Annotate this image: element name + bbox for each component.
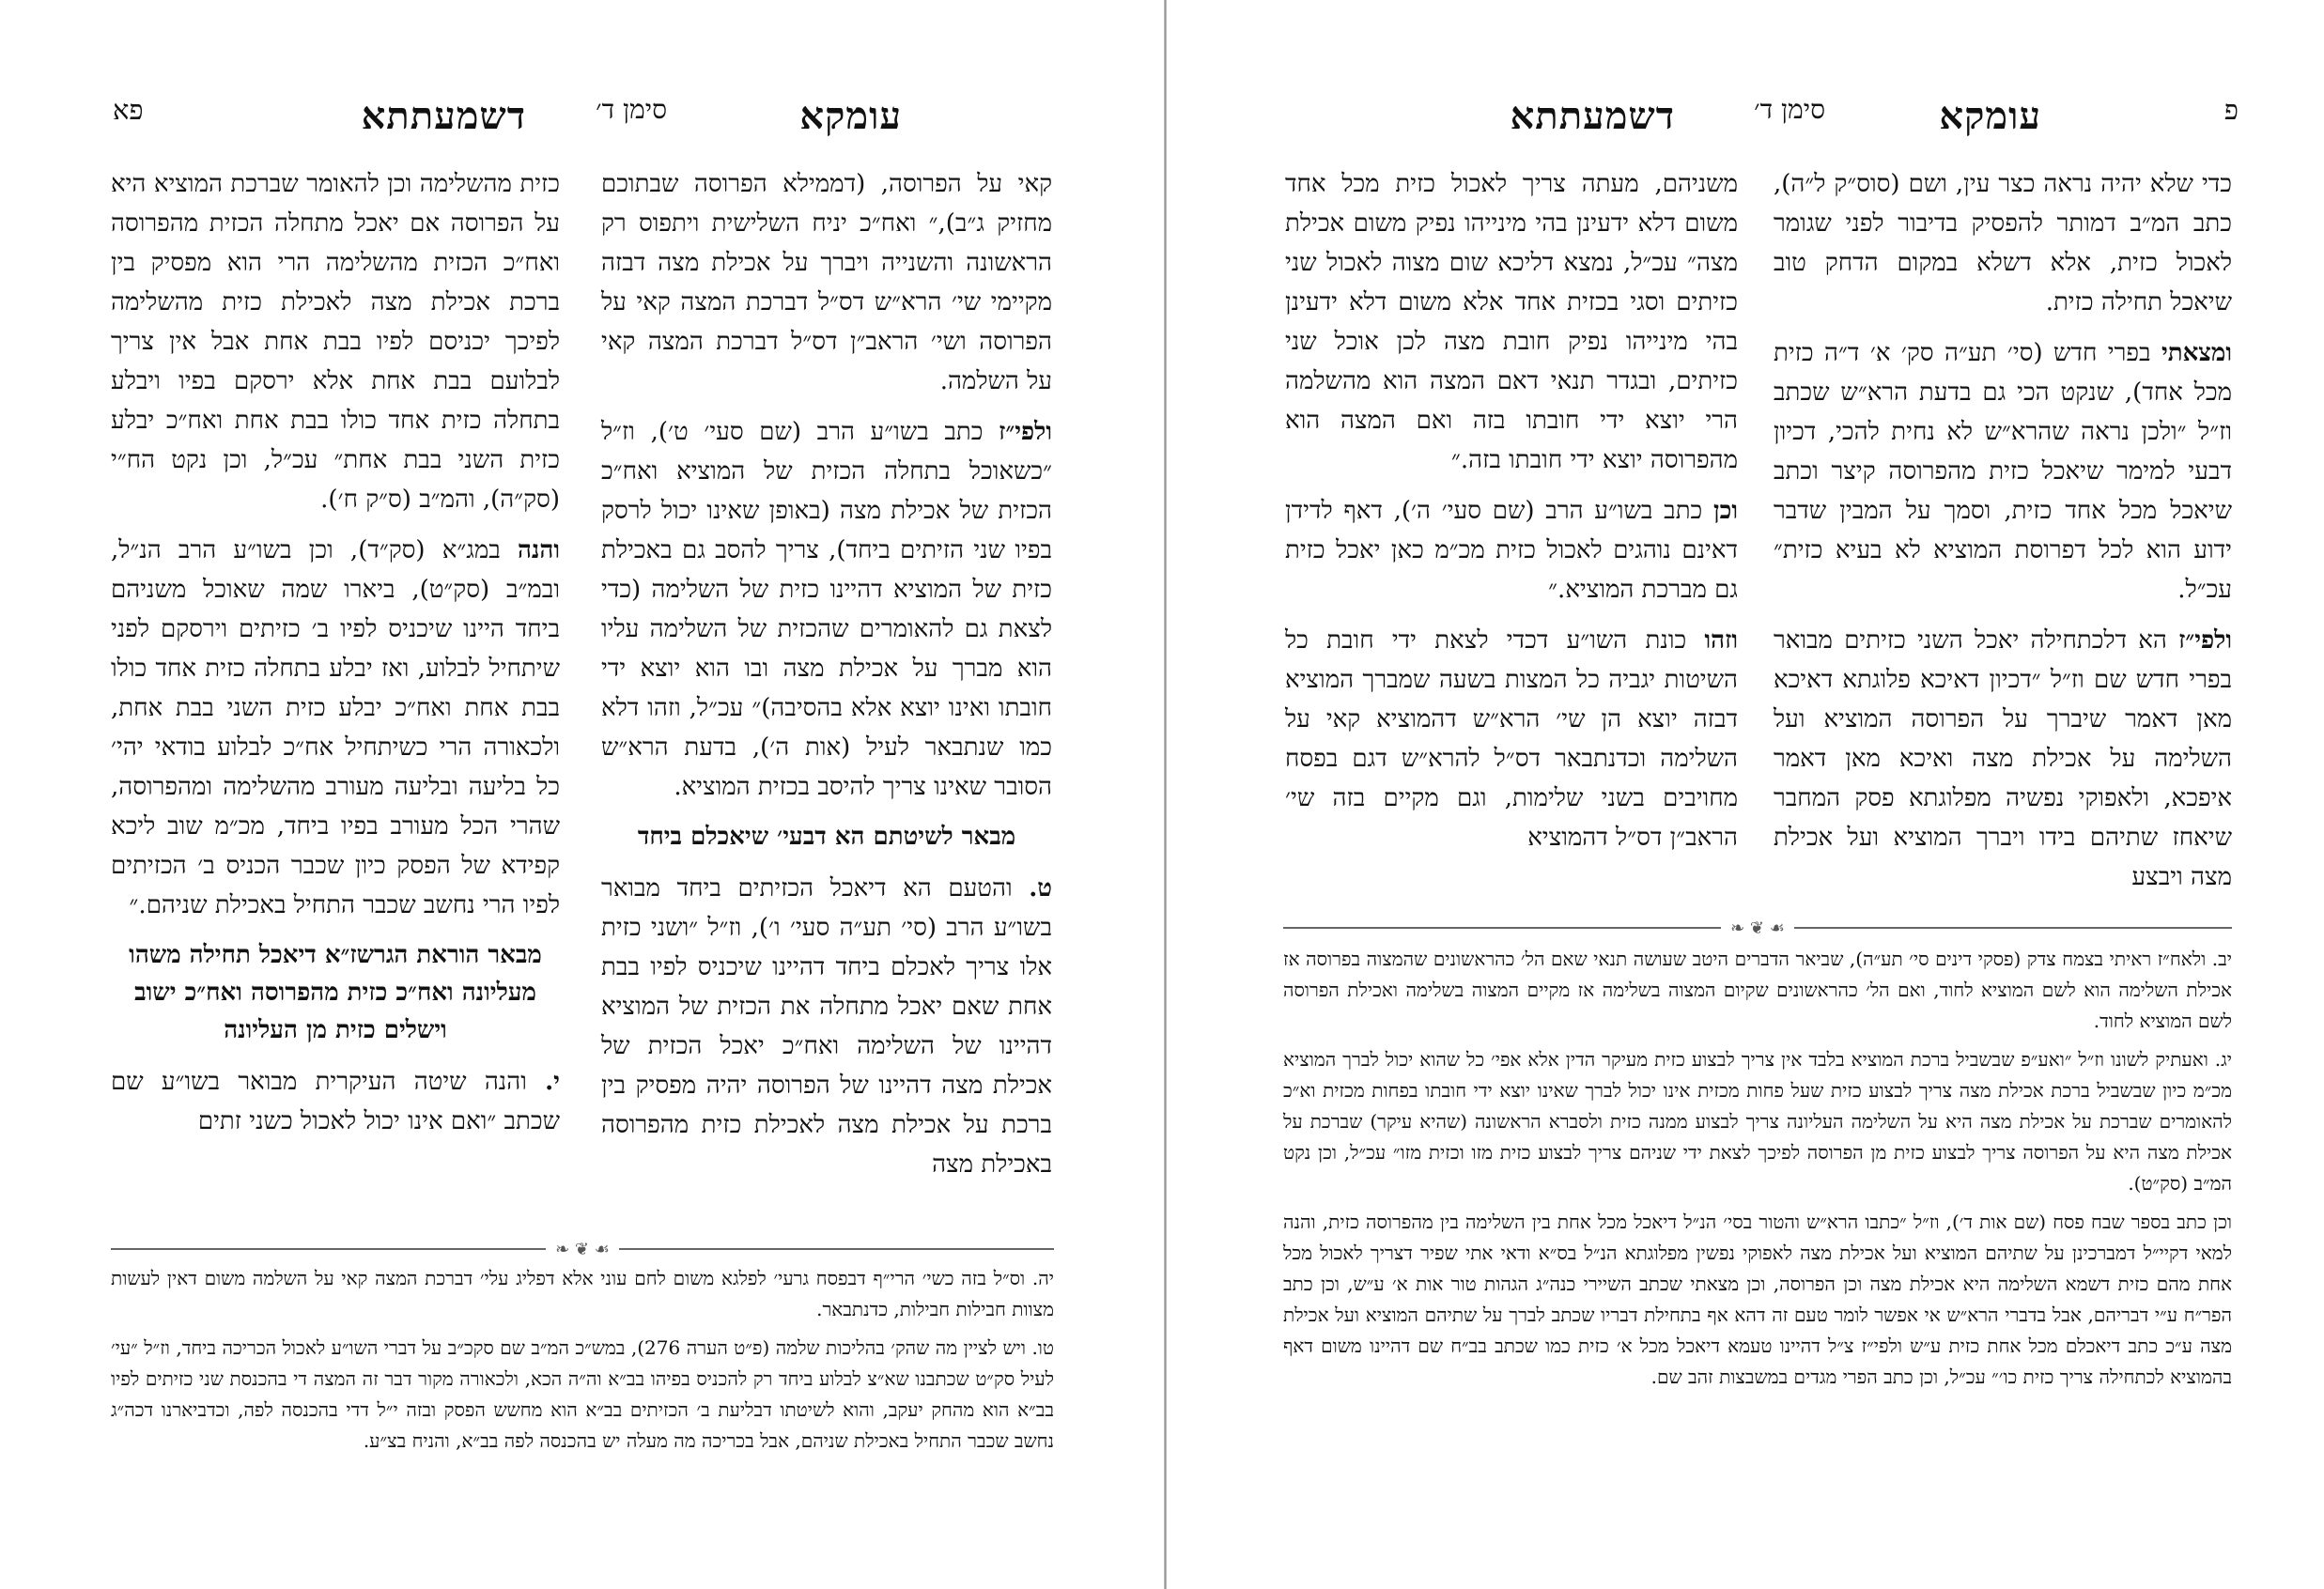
footnotes <box>111 1263 1054 1464</box>
paragraph-text: הא דלכתחילה יאכל השני כזיתים מבואר בפרי חדש שם וז״ל ״דכיון דאיכא פלוגתא דאיכא מאן דאמר שיברך על הפרוסה המוציא ועל השלימה על אכילת מצה ואיכא מאן דאמר איפכא, ולאפוקי נפשיה מפלוגתא פסק המחבר שיאחז שתיהם בידו ויברך המוציא ועל אכילת מצה ויבצע <box>1774 626 2232 891</box>
paragraph <box>1285 621 1738 857</box>
footnote-divider <box>1283 918 2232 938</box>
running-title-left: דשמעתתא <box>361 94 526 138</box>
paragraph-lead: והנה <box>517 536 560 564</box>
paragraph <box>601 412 1052 807</box>
column-left <box>111 164 560 1152</box>
column-right <box>601 164 1052 1196</box>
book-gutter <box>1164 0 1167 1589</box>
divider-line <box>1794 927 2232 929</box>
paragraph <box>1285 491 1738 609</box>
section-heading: מבאר לשיטתם הא דבעי׳ שיאכלם ביחד <box>637 823 1016 851</box>
footnote-divider <box>111 1239 1054 1259</box>
paragraph-text: במג״א (סק״ד), וכן בשו״ע הרב הנ״ל, ובמ״ב (סק״ט), ביארו שמה שאוכל משניהם ביחד היינו שיכניס לפיו ב׳ כזיתים וירסקם לפני שיתחיל לבלוע, ואז יבלע בתחלה כזית אחד כולו בבת אחת ואח״כ יבלע כזית השני בבת אחת, ולכאורה הרי כשיתחיל אח״כ לבלוע בודאי יהי׳ כל בליעה ובליעה מעורב מהשלימה ומהפרוסה, שהרי הכל מעורב בפיו ביחד, מכ״מ שוב ליכא קפידא של הפסק כיון שכבר הכניס ב׳ הכזיתים לפיו הרי נחשב שכבר התחיל באכילת שניהם.״ <box>111 536 560 919</box>
paragraph-lead: י. <box>545 1068 560 1096</box>
right-page <box>1172 0 2324 1589</box>
footnote: טו. ויש לציין מה שהק׳ בהליכות שלמה (פ״ט הערה 276), במש״כ המ״ב שם סקכ״ב על דברי השו״ע לאכול הכריכה ביחד, וז״ל ״עי׳ לעיל סק״ט שכתבנו שא״צ לבלוע ביחד רק להכניס בפיהו בב״א וה״ה הכא, ולכאורה מקור דבר זה המצה די בהכנסת שני כזיתים לפיו בב״א הוא מהחק יעקב, והוא לשיטתו דבליעת ב׳ הכזיתים בב״א הוא מחשש הפסק ובזה י״ל דדי בהכנסה לפה, וכדביארנו דכה״ג נחשב שכבר התחיל באכילת שניהם, אבל בכריכה מה מעלה יש בהכנסה לפה בב״א, והניח בצ״ע. <box>111 1336 1054 1452</box>
paragraph <box>1774 164 2232 322</box>
footnote: וכן כתב בספר שבח פסח (שם אות ד׳), וז״ל ״כתבו הרא״ש והטור בסי׳ הנ״ל דיאכל מכל אחת בין השלימה בין מהפרוסה כזית, והנה למאי דקיי״ל דמברכינן על שתיהם המוציא ועל אכילת מצה לאפוקי נפשין מפלוגתא הנ״ל בס״א ודאי אתי שפיר דצריך לאכול מכל אחת מהם כזית דשמא השלימה היא אכילת מצה וכן הפרוסה, וכן מצאתי שכתב השיירי כנה״ג הגהות טור אות א׳ ע״ש, וכן כתב הפר״ח ע״י דבריהם, אבל בדברי הרא״ש אי אפשר לומר טעם זה דהא אף בתחילת דבריו שכתב לברך על שתיהם המוציא ועל אכילת מצה ע״כ כתב דיאכלם מכל אחת כזית ע״ש ולפי״ז צ״ל דהיינו טעמא דיאכל מכל א׳ כזית כמו שכתב בב״ח שם דהיינו משום דאף בהמוציא לכתחילה צריך כזית כו׳״ עכ״ל, וכן כתב הפרי מגדים במשבצות זהב שם. <box>1283 1211 2232 1388</box>
paragraph <box>601 164 1052 401</box>
left-page <box>0 0 1161 1589</box>
section-heading: מבאר הוראת הגרשז״א דיאכל תחילה משהו מעליונה ואח״כ כזית מהפרוסה ואח״כ ישוב וישלים כזית מן העליונה <box>129 941 542 1044</box>
paragraph-text: משניהם, מעתה צריך לאכול כזית מכל אחד משום דלא ידעינן בהי מינייהו נפיק משום אכילת מצה״ עכ״ל, נמצא דליכא שום מצוה לאכול שני כזיתים וסגי בכזית אחד אלא משום דלא ידעינן בהי מינייהו נפיק חובת מצה לכן אוכל שני כזיתים, ובגדר תנאי דאם המצה הוא מהשלמה הרי יוצא ידי חובתו בזה ואם המצה הוא מהפרוסה יוצא ידי חובתו בזה.״ <box>1285 170 1738 474</box>
paragraph-text: והנה שיטה העיקרית מבואר בשו״ע שם שכתב ״ואם אינו יכול לאכול כשני זתים <box>111 1068 560 1135</box>
paragraph <box>1774 333 2232 609</box>
paragraph-text: בפרי חדש (סי׳ תע״ה סק׳ א׳ ד״ה כזית מכל אחד), שנקט הכי גם בדעת הרא״ש שכתב וז״ל ״ולכן נראה שהרא״ש לא נחית להכי, דכיון דבעי למימר שיאכל כזית מהפרוסה קיצר וכתב שיאכל מכל אחד כזית, וסמך על המבין שדבר ידוע הוא לכל דפרוסת המוציא לא בעיא כזית״ עכ״ל. <box>1774 339 2232 604</box>
paragraph-lead: ט. <box>1029 874 1052 902</box>
paragraph <box>1285 164 1738 480</box>
divider-line <box>111 1248 546 1250</box>
footnotes <box>1283 944 2232 1400</box>
paragraph-text: והטעם הא דיאכל הכזיתים ביחד מבואר בשו״ע הרב (סי׳ תע״ה סעי׳ ו׳), וז״ל ״ושני כזית אלו צריך לאכלם ביחד דהיינו שיכניס לפיו בבת אחת שאם יאכל מתחלה את הכזית של המוציא דהיינו של השלימה ואח״כ יאכל הכזית של אכילת מצה דהיינו של הפרוסה יהיה מפסיק בין ברכת על אכילת מצה לאכילת כזית מהפרוסה באכילת מצה <box>601 874 1052 1179</box>
paragraph-text: כתב בשו״ע הרב (שם סעי׳ ט׳), וז״ל ״כשאוכל בתחלה הכזית של המוציא ואח״כ הכזית של אכילת מצה (באופן שאינו יכול לרסק בפיו שני הזיתים ביחד), צריך להסב גם באכילת כזית של המוציא דהיינו כזית של השלימה (כדי לצאת גם להאומרים שהכזית של השלימה עליו הוא מברך על אכילת מצה ובו הוא יוצא ידי חובתו ואינו יוצא אלא בהסיבה)״ עכ״ל, וזהו דלא כמו שנתבאר לעיל (אות ה׳), בדעת הרא״ש הסובר שאינו צריך להיסב בכזית המוציא. <box>601 418 1052 801</box>
column-left <box>1285 164 1738 869</box>
footnote: יה. וס״ל בזה כשי׳ הרי״ף דבפסח גרעי׳ לפלגא משום לחם עוני אלא דפליג עלי׳ דברכת המצה קאי על השלמה משום דאין לעשות מצוות חבילות חבילות, כדנתבאר. <box>111 1267 1054 1320</box>
divider-line <box>619 1248 1054 1250</box>
paragraph-lead: ולפי״ז <box>2178 626 2232 655</box>
column-right <box>1774 164 2232 908</box>
paragraph <box>601 869 1052 1184</box>
paragraph-lead: וזהו <box>1704 626 1738 655</box>
footnote: יב. ולאח״ז ראיתי בצמח צדק (פסקי דינים סי׳ תע״ה), שביאר הדברים היטב שעושה תנאי שאם הל׳ כהראשונים שהמצוה בפרוסה אז אכילת השלימה הוא לשם המוציא לחוד, ואם הל׳ כהראשונים שקיום המצוה בשלימה אז מקיים המצוה בשלימה ואכילת הפרוסה לשם המוציא לחוד. <box>1283 948 2232 1032</box>
paragraph <box>1774 621 2232 897</box>
paragraph-text: כונת השו״ע דכדי לצאת ידי חובת כל השיטות יגביה כל המצות בשעה שמברך המוציא דבזה יוצא הן שי׳ הרא״ש דהמוציא קאי על השלימה וכדנתבאר דס״ל להרא״ש דגם בפסח מחויבים בשני שלימות, וגם מקיים בזה שי׳ הראב״ן דס״ל דהמוציא <box>1285 626 1738 852</box>
siman-label: סימן ד׳ <box>1754 94 1825 125</box>
siman-label: סימן ד׳ <box>596 94 667 125</box>
divider-line <box>1283 927 1721 929</box>
running-title-right: עומקא <box>799 94 902 138</box>
paragraph-text: כתב בשו״ע הרב (שם סעי׳ ה׳), דאף לדידן דאינם נוהגים לאכול כזית מכ״מ כאן יאכל כזית גם מברכת המוציא.״ <box>1285 497 1738 604</box>
paragraph-lead: ומצאתי <box>2161 339 2232 367</box>
paragraph <box>111 1062 560 1141</box>
paragraph-lead: וכן <box>1713 497 1738 525</box>
paragraph-text: קאי על הפרוסה, (דממילא הפרוסה שבתוכם מחזיק ג״ב),״ ואח״כ יניח השלישית ויתפוס רק הראשונה והשנייה ויברך על אכילת מצה דבזה מקיימי שי׳ הרא״ש דס״ל דברכת המצה קאי על הפרוסה ושי׳ הראב״ן דס״ל דברכת המצה קאי על השלמה. <box>601 170 1052 395</box>
paragraph <box>111 164 560 519</box>
running-title-left: דשמעתתא <box>1510 94 1675 138</box>
footnote: יג. ואעתיק לשונו וז״ל ״ואע״פ שבשביל ברכת המוציא בלבד אין צריך לבצוע כזית מעיקר הדין אלא אפי׳ כל שהוא יכול לברך המוציא מכ״מ כיון שבשביל ברכת אכילת מצה צריך לבצוע כזית שעל פחות מכזית אינו יכול לברך שאינו יוצא ידי חובתו בפחות מכזית וא״כ להאומרים שברכת על אכילת מצה היא על השלימה העליונה צריך לבצוע ממנה כזית ולסברא הראשונה (שהיא עיקר) שברכת על אכילת מצה היא על הפרוסה צריך לבצוע כזית מן הפרוסה לפיכך לצאת ידי שניהם צריך לבצוע כזית מזו וכזית מזו״ עכ״ל, וכן נקט המ״ב (סק״ט). <box>1283 1048 2232 1195</box>
page-header <box>113 94 1052 150</box>
divider-ornament-icon: ❧ ❦ ☙ <box>555 1239 610 1259</box>
paragraph-lead: ולפי״ז <box>999 418 1052 446</box>
paragraph-text: כזית מהשלימה וכן להאומר שברכת המוציא היא על הפרוסה אם יאכל מתחלה הכזית מהפרוסה ואח״כ הכזית מהשלימה הרי הוא מפסיק בין ברכת אכילת מצה לאכילת כזית מהשלימה לפיכך יכניסם לפיו בבת אחת אבל אין צריך לבלועם בבת אחת אלא ירסקם בפיו ויבלע בתחלה כזית אחד כולו בבת אחת ואח״כ יבלע כזית השני בבת אחת״ עכ״ל, וכן נקט הח״י (סק״ה), והמ״ב (ס״ק ח׳). <box>111 170 560 514</box>
page-header <box>1262 94 2239 150</box>
paragraph <box>111 531 560 925</box>
divider-ornament-icon: ❧ ❦ ☙ <box>1730 918 1785 938</box>
page-number: פ <box>2223 94 2239 126</box>
running-title-right: עומקא <box>1939 94 2041 138</box>
paragraph-text: כדי שלא יהיה נראה כצר עין, ושם (סוס״ק ל״ה), כתב המ״ב דמותר להפסיק בדיבור לפני שגומר לאכול כזית, אלא דשלא במקום הדחק טוב שיאכל תחילה כזית. <box>1774 170 2232 316</box>
page-number: פא <box>113 94 144 126</box>
